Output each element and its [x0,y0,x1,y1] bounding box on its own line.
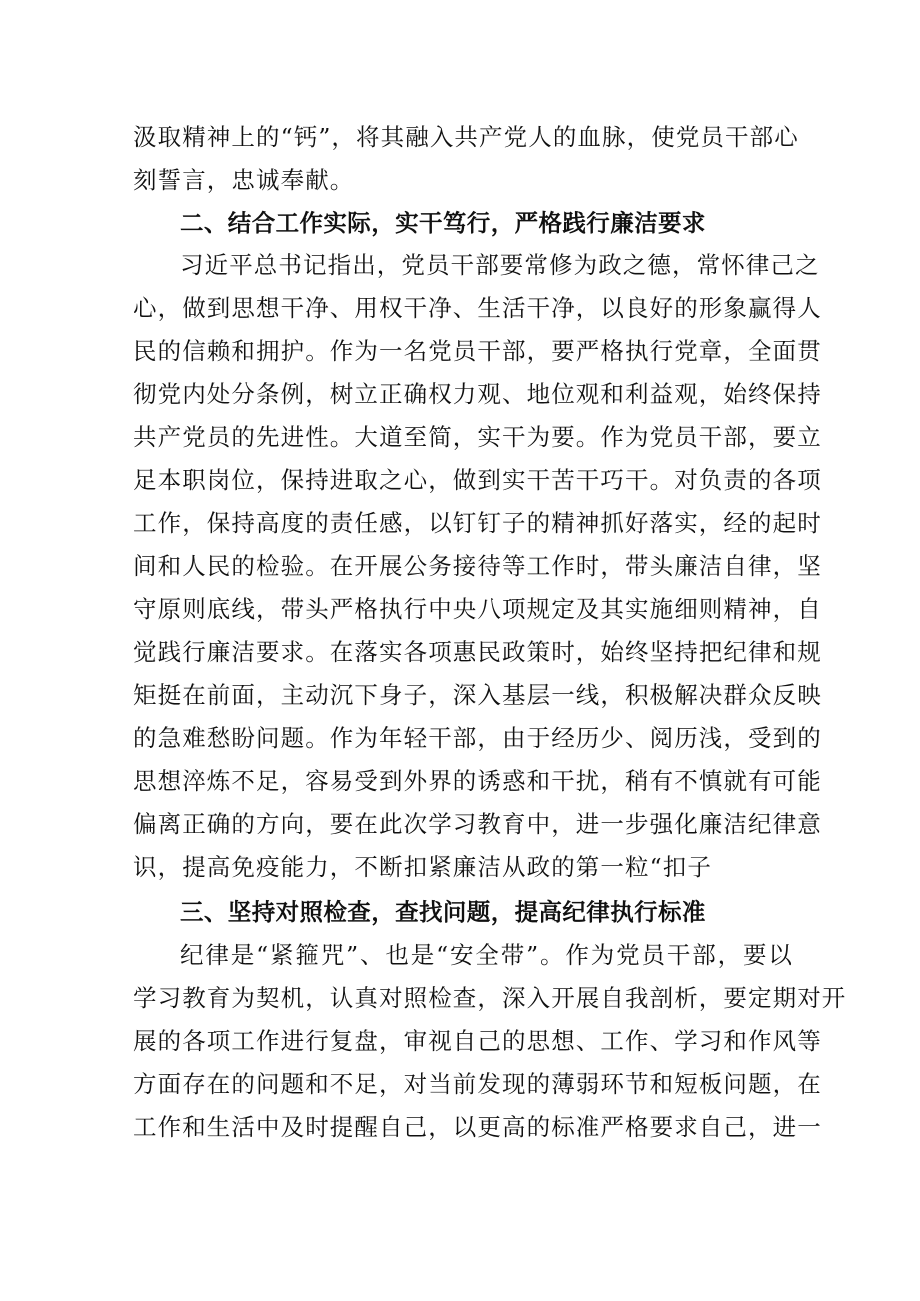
paragraph-line: 思想淬炼不足，容易受到外界的诱惑和干扰，稍有不慎就有可能 [133,767,822,795]
paragraph-line: 习近平总书记指出，党员干部要常修为政之德，常怀律己之 [180,251,820,279]
section-heading-3: 三、坚持对照检查，查找问题，提高纪律执行标准 [180,898,706,926]
paragraph-line: 觉践行廉洁要求。在落实各项惠民政策时，始终坚持把纪律和规 [133,638,822,666]
paragraph-line: 间和人民的检验。在开展公务接待等工作时，带头廉洁自律，坚 [133,552,822,580]
paragraph-line: 工作和生活中及时提醒自己，以更高的标准严格要求自己，进一 [133,1113,822,1141]
paragraph-line: 守原则底线，带头严格执行中央八项规定及其实施细则精神，自 [133,595,822,623]
paragraph-line: 汲取精神上的“钙”，将其融入共产党人的血脉，使党员干部心 [133,123,799,151]
paragraph-line: 展的各项工作进行复盘，审视自己的思想、工作、学习和作风等 [133,1027,822,1055]
paragraph-line: 的急难愁盼问题。作为年轻干部，由于经历少、阅历浅，受到的 [133,724,822,752]
paragraph-line: 偏离正确的方向，要在此次学习教育中，进一步强化廉洁纪律意 [133,810,822,838]
paragraph-line: 矩挺在前面，主动沉下身子，深入基层一线，积极解决群众反映 [133,681,822,709]
paragraph-line: 方面存在的问题和不足，对当前发现的薄弱环节和短板问题，在 [133,1070,822,1098]
paragraph-line: 共产党员的先进性。大道至简，实干为要。作为党员干部，要立 [133,423,822,451]
paragraph-line: 纪律是“紧箍咒”、也是“安全带”。作为党员干部，要以 [180,941,793,969]
paragraph-line: 心，做到思想干净、用权干净、生活干净，以良好的形象赢得人 [133,294,822,322]
section-heading-2: 二、结合工作实际，实干笃行，严格践行廉洁要求 [180,209,706,237]
paragraph-line: 工作，保持高度的责任感，以钉钉子的精神抓好落实，经的起时 [133,509,822,537]
paragraph-line: 足本职岗位，保持进取之心，做到实干苦干巧干。对负责的各项 [133,466,822,494]
paragraph-line: 刻誓言，忠诚奉献。 [133,166,355,194]
paragraph-line: 识，提高免疫能力，不断扣紧廉洁从政的第一粒“扣子 [133,853,712,881]
paragraph-line: 彻党内处分条例，树立正确权力观、地位观和利益观，始终保持 [133,380,822,408]
paragraph-line: 民的信赖和拥护。作为一名党员干部，要严格执行党章，全面贯 [133,337,822,365]
paragraph-line: 学习教育为契机，认真对照检查，深入开展自我剖析，要定期对开 [133,984,847,1012]
